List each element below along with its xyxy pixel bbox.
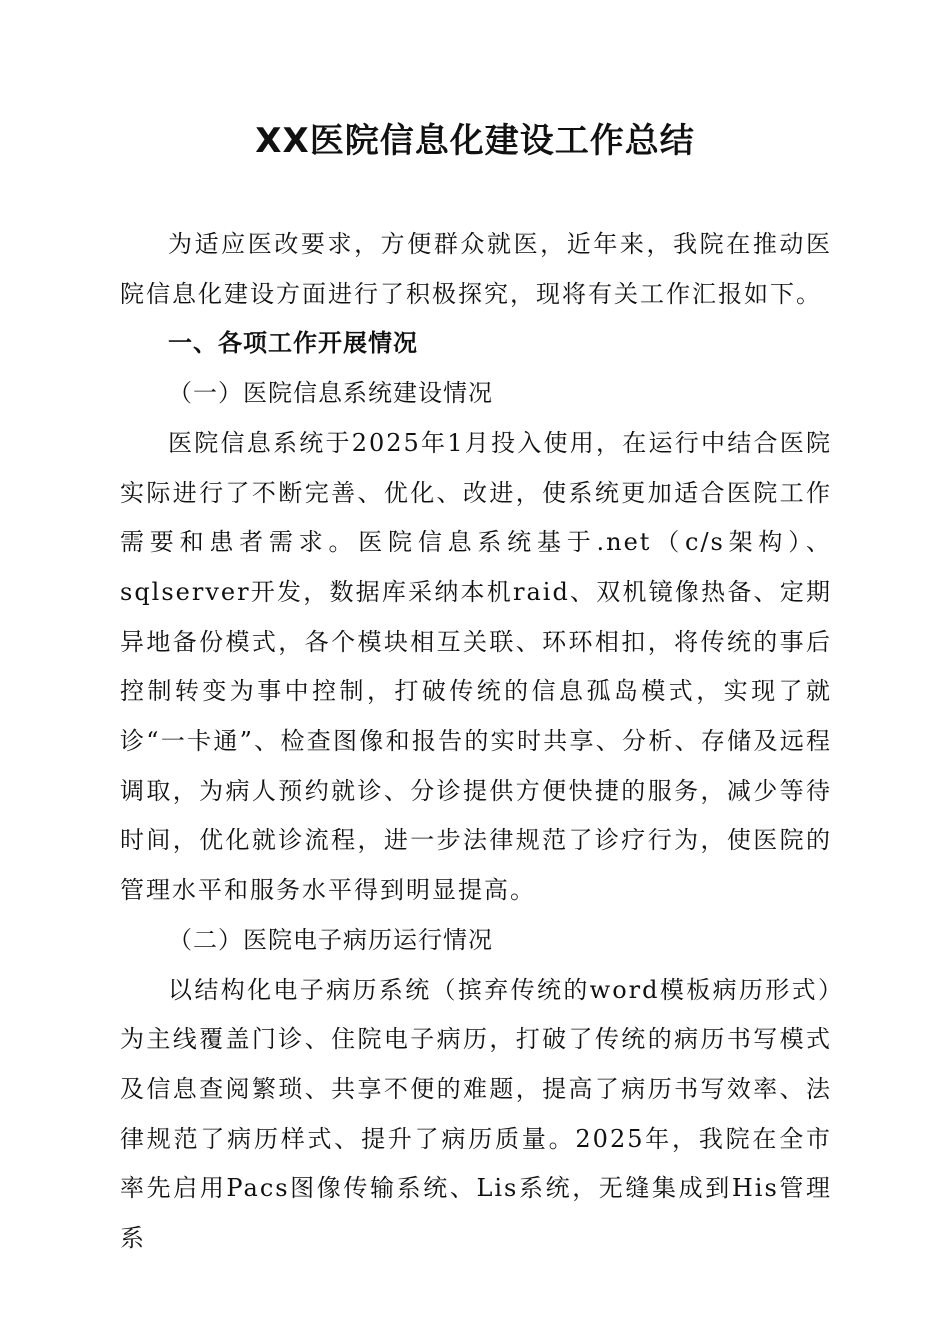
his-system-paragraph: 医院信息系统于2025年1月投入使用，在运行中结合医院实际进行了不断完善、优化、改进，使系统更加适合医院工作需要和患者需求。医院信息系统基于.net（c/s架构）、sqlserver开发，数据库采纳本机raid、双机镜像热备、定期异地备份模式，各个模块相互关联、环环相扣，将传统的事后控制转变为事中控制，打破传统的信息孤岛模式，实现了就诊“一卡通”、检查图像和报告的实时共享、分析、存储及远程调取，为病人预约就诊、分诊提供方便快捷的服务，减少等待时间，优化就诊流程，进一步法律规范了诊疗行为，使医院的管理水平和服务水平得到明显提高。 <box>120 428 832 905</box>
document-title: XX医院信息化建设工作总结 <box>255 121 695 161</box>
subsection-heading: （一）医院信息系统建设情况 <box>168 379 493 408</box>
subsection-heading: （二）医院电子病历运行情况 <box>168 925 493 954</box>
section-heading: 一、各项工作开展情况 <box>168 329 418 358</box>
intro-paragraph: 为适应医改要求，方便群众就医，近年来，我院在推动医院信息化建设方面进行了积极探究，现将有关工作汇报如下。 <box>120 230 832 308</box>
emr-paragraph: 以结构化电子病历系统（摈弃传统的word模板病历形式）为主线覆盖门诊、住院电子病历，打破了传统的病历书写模式及信息查阅繁琐、共享不便的难题，提高了病历书写效率、法律规范了病历样式、提升了病历质量。2025年，我院在全市率先启用Pacs图像传输系统、Lis系统，无缝集成到His管理系 <box>120 975 832 1253</box>
document-body <box>120 220 832 1264</box>
